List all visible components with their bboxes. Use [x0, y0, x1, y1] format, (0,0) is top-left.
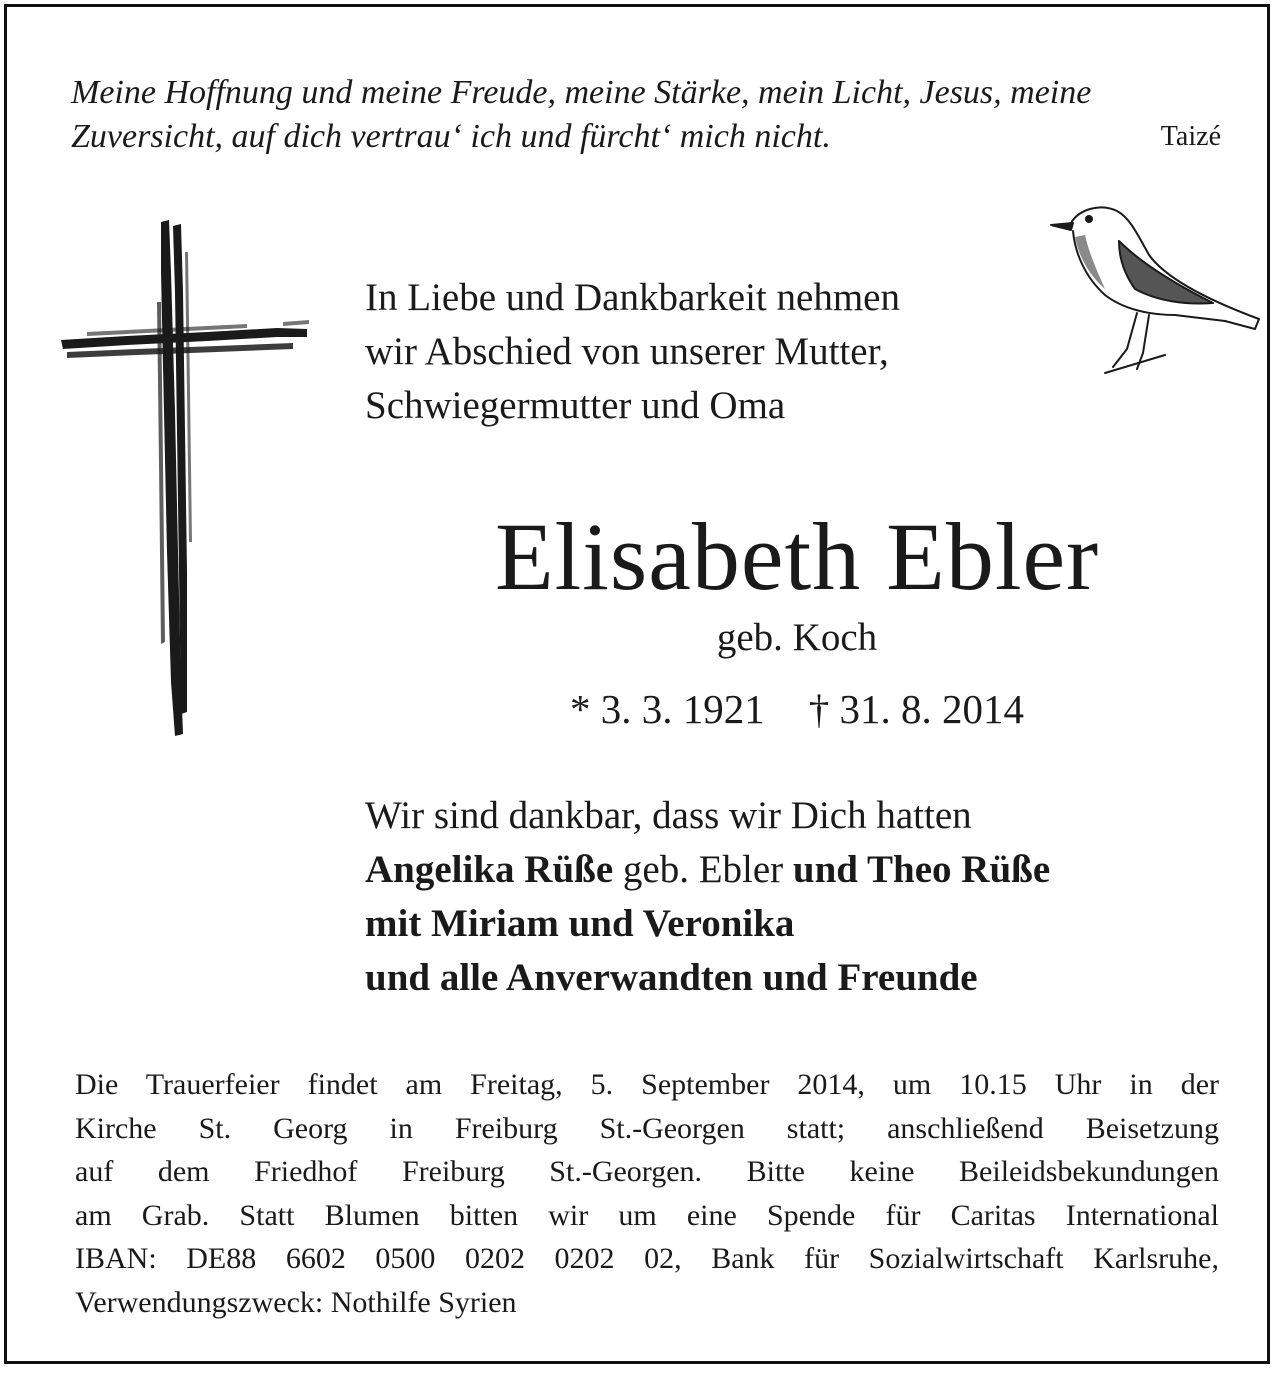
details-line: auf dem Friedhof Freiburg St.-Georgen. Bitte keine Beileidsbekundungen [75, 1155, 1219, 1188]
details-line: Kirche St. Georg in Freiburg St.-Georgen statt; anschließend Beisetzung [75, 1111, 1219, 1145]
mourner-2: und Theo Rüße [792, 848, 1051, 891]
motto-line-2: Zuversicht, auf dich vertrau‘ ich und fürcht‘ mich nicht. [71, 118, 831, 155]
life-dates [427, 683, 1167, 735]
motto-line-1: Meine Hoffnung und meine Freude, meine Stärke, mein Licht, Jesus, meine [71, 74, 1092, 111]
intro-text [365, 271, 900, 433]
motto-quote [71, 71, 1221, 159]
mourner-line [365, 843, 1050, 897]
intro-line: In Liebe und Dankbarkeit nehmen [365, 276, 900, 319]
details-line: IBAN: DE88 6602 0500 0202 0202 02, Bank für Sozialwirtschaft Karlsruhe, [75, 1242, 1219, 1275]
intro-line: Schwiegermutter und Oma [365, 384, 786, 427]
obituary-frame [4, 4, 1270, 1364]
mourners [365, 789, 1050, 1005]
gratitude-line: Wir sind dankbar, dass wir Dich hatten [365, 794, 972, 837]
deceased-maiden-name: geb. Koch [716, 616, 878, 659]
children-line: mit Miriam und Veronika [365, 902, 795, 945]
robin-bird-icon [1045, 197, 1267, 392]
motto-source: Taizé [1160, 121, 1221, 152]
mourner-1-maiden-name: geb. Ebler [622, 848, 784, 891]
details-line: Verwendungszweck: Nothilfe Syrien [75, 1285, 517, 1319]
details-line: Die Trauerfeier findet am Freitag, 5. September 2014, um 10.15 Uhr in der [75, 1068, 1219, 1101]
death-date: † 31. 8. 2014 [808, 686, 1024, 732]
relatives-line: und alle Anverwandten und Freunde [365, 956, 978, 999]
deceased-name: Elisabeth Ebler [494, 503, 1100, 610]
funeral-details [75, 1063, 1219, 1324]
intro-line: wir Abschied von unserer Mutter, [365, 330, 889, 373]
mourner-1: Angelika Rüße [365, 848, 614, 891]
birth-date: * 3. 3. 1921 [570, 686, 765, 732]
details-line: am Grab. Statt Blumen bitten wir um eine Spende für Caritas International [75, 1198, 1219, 1232]
cross-icon [57, 212, 317, 742]
